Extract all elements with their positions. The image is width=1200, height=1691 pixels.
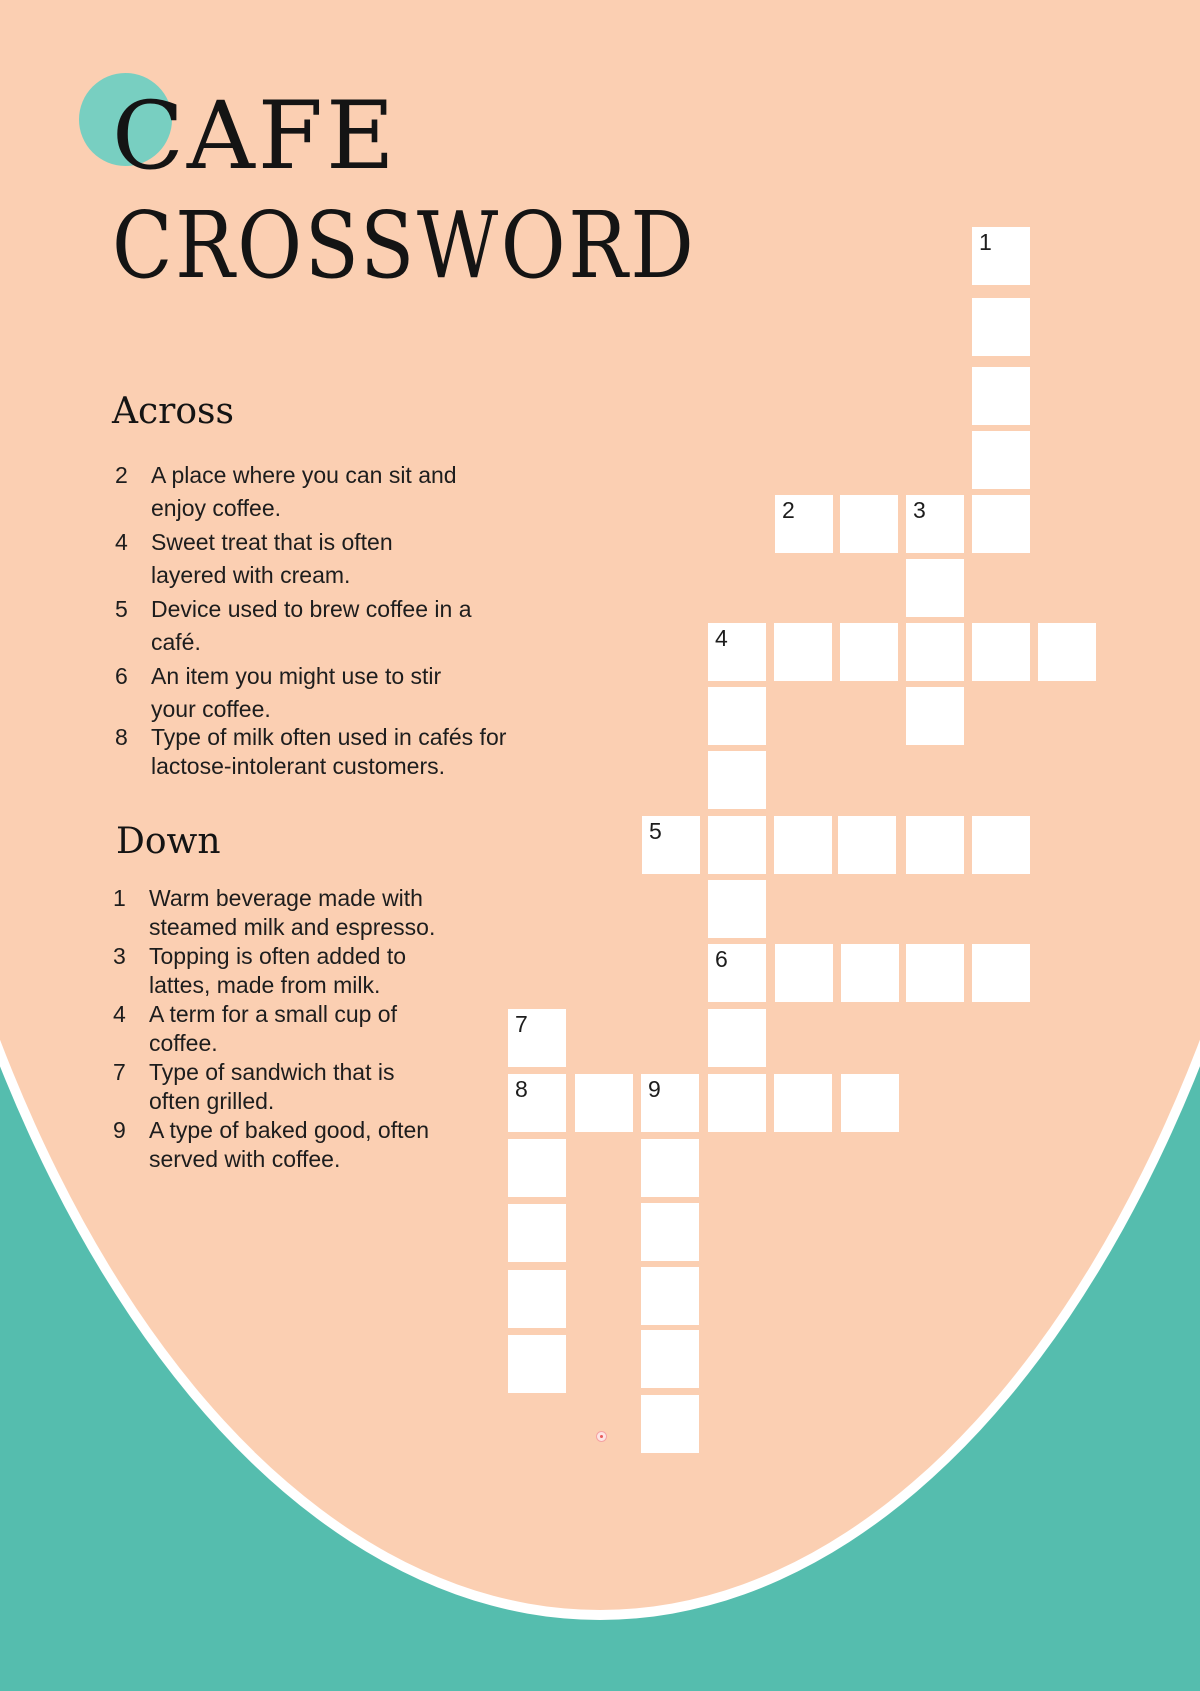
crossword-cell[interactable] [508,1074,566,1132]
crossword-cell[interactable] [508,1335,566,1393]
clue-number: 1 [113,885,126,911]
clue-number: 3 [113,943,126,969]
crossword-cell[interactable] [840,623,898,681]
cursor-marker [596,1431,607,1442]
cell-number: 6 [715,946,728,972]
crossword-cell[interactable] [641,1203,699,1261]
clue-text: A place where you can sit and enjoy coffee. [151,462,457,521]
crossword-cell[interactable] [775,495,833,553]
clue-number: 4 [115,529,128,555]
crossword-cell[interactable] [906,623,964,681]
cell-number: 5 [649,818,662,844]
crossword-cell[interactable] [838,816,896,874]
crossword-cell[interactable] [641,1330,699,1388]
crossword-cell[interactable] [972,367,1030,425]
crossword-cell[interactable] [972,298,1030,356]
crossword-cell[interactable] [708,944,766,1002]
crossword-cell[interactable] [972,431,1030,489]
crossword-cell[interactable] [906,687,964,745]
cell-number: 8 [515,1076,528,1102]
crossword-cell[interactable] [708,816,766,874]
crossword-cell[interactable] [708,751,766,809]
clue-number: 6 [115,663,128,689]
clue-text: Type of sandwich that is often grilled. [149,1059,395,1114]
crossword-cell[interactable] [774,1074,832,1132]
crossword-cell[interactable] [972,944,1030,1002]
title-line-crossword: CROSSWORD [112,192,697,299]
down-heading: Down [116,821,221,862]
crossword-cell[interactable] [972,816,1030,874]
cell-number: 7 [515,1011,528,1037]
crossword-cell[interactable] [708,880,766,938]
cell-number: 3 [913,497,926,523]
clue-text: Topping is often added to lattes, made from milk. [149,943,407,998]
cell-number: 2 [782,497,795,523]
crossword-cell[interactable] [774,623,832,681]
clue-number: 8 [115,724,128,750]
crossword-cell[interactable] [708,687,766,745]
across-heading: Across [112,391,234,432]
crossword-cell[interactable] [906,816,964,874]
crossword-cell[interactable] [708,1074,766,1132]
crossword-cell[interactable] [906,495,964,553]
crossword-cell[interactable] [840,495,898,553]
crossword-cell[interactable] [641,1267,699,1325]
crossword-cell[interactable] [841,944,899,1002]
crossword-cell[interactable] [708,623,766,681]
clue-text: Type of milk often used in cafés for lactose-intolerant customers. [151,724,507,779]
crossword-cell[interactable] [641,1395,699,1453]
clue-number: 2 [115,462,128,488]
clue-text: Sweet treat that is often layered with cream. [151,529,393,588]
crossword-cell[interactable] [508,1204,566,1262]
crossword-cell[interactable] [508,1139,566,1197]
crossword-cell[interactable] [642,816,700,874]
cell-number: 4 [715,625,728,651]
clue-number: 4 [113,1001,126,1027]
title-line-cafe: CAFE [112,82,398,191]
cell-number: 9 [648,1076,661,1102]
clue-text: Device used to brew coffee in a café. [151,596,472,655]
crossword-cell[interactable] [906,559,964,617]
clue-number: 9 [113,1117,126,1143]
clue-text: A type of baked good, often served with coffee. [149,1117,430,1172]
crossword-cell[interactable] [575,1074,633,1132]
crossword-cell[interactable] [641,1139,699,1197]
crossword-cell[interactable] [775,944,833,1002]
clue-text: A term for a small cup of coffee. [149,1001,397,1056]
crossword-cell[interactable] [841,1074,899,1132]
crossword-cell[interactable] [972,495,1030,553]
crossword-cell[interactable] [641,1074,699,1132]
crossword-cell[interactable] [708,1009,766,1067]
crossword-cell[interactable] [508,1009,566,1067]
clue-text: Warm beverage made with steamed milk and espresso. [149,885,436,940]
clue-text: An item you might use to stir your coffee. [151,663,442,722]
crossword-cell[interactable] [1038,623,1096,681]
crossword-cell[interactable] [972,227,1030,285]
clue-number: 5 [115,596,128,622]
crossword-cell[interactable] [774,816,832,874]
clue-number: 7 [113,1059,126,1085]
crossword-cell[interactable] [972,623,1030,681]
cell-number: 1 [979,229,992,255]
crossword-cell[interactable] [508,1270,566,1328]
crossword-cell[interactable] [906,944,964,1002]
